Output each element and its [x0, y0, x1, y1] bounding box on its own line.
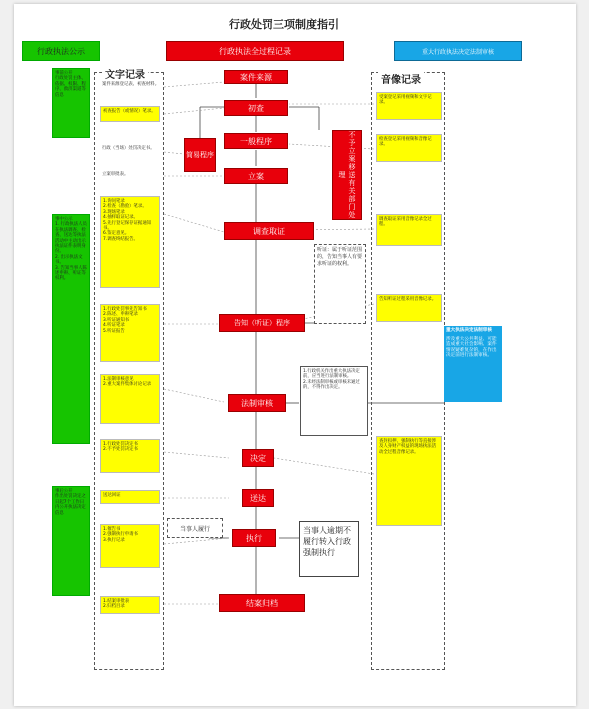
step-transfer: 不予立案移送有关部门处理 — [332, 130, 362, 220]
text-note-verify: 初查报告（或情况）笔录。 — [100, 106, 160, 122]
step-execution: 执行 — [232, 529, 276, 547]
text-note-notify: 1.行政处罚事先告知书 2.陈述、申辩笔录 3.听证通知书 4.听证笔录 5.听证报告 — [100, 304, 160, 362]
text-note-simple: 行政（当场）处罚决定书。 — [102, 146, 155, 151]
page-title: 行政处罚三项制度指引 — [229, 18, 339, 31]
audio-note-inspect: 检查登记采用视频和音像记录。 — [376, 134, 442, 162]
note-after-publicity: 事后公开 作出处罚决定之日起7个工作日内公开执法决定信息 — [52, 486, 90, 596]
audio-record-heading: 音像记录 — [378, 71, 424, 86]
forced-execution-box: 当事人逾期不履行转入行政强制执行 — [299, 521, 359, 577]
note-before-publicity: 事前公开 行政处罚主体、依据、权限、程序、救济渠道等信息 — [52, 68, 90, 138]
step-investigation: 调查取证 — [224, 222, 314, 240]
audio-note-enforce: 查封扣押、强制执行等直接涉及人身财产权益的现场执法活动全过程音像记录。 — [376, 436, 442, 526]
step-legal-review: 法制审核 — [228, 394, 286, 412]
audio-note-notify: 告知听证过程采用音像记录。 — [376, 294, 442, 322]
step-general-procedure: 一般程序 — [224, 133, 288, 149]
hearing-note: 听证：属于听证范围的，告知当事人有要求听证的权利。 — [314, 244, 366, 324]
step-simple-procedure: 简易程序 — [184, 138, 216, 172]
note-during-publicity: 事中公示 1. 行政执法人员在执法调查、检查、送达等执法活动中主动出示执法证件表明身份。 2. 出示执法文书。 3. 告知当事人陈述申辩、听证等权利。 — [52, 214, 90, 444]
banner-legal-review: 重大行政执法决定法制审核 — [394, 41, 522, 61]
banner-full-record: 行政执法全过程记录 — [166, 41, 344, 61]
text-note-review: 1.法制审核意见 2.重大案件集体讨论记录 — [100, 374, 160, 424]
text-note-execute: 1.催告书 2.强制执行申请书 3.执行记录 — [100, 524, 160, 568]
step-decision: 决定 — [242, 449, 274, 467]
review-note: 1.行政机关作出重大执法决定前，应当进行法制审核。 2.未经法制审核或审核未通过的，不得作出决定。 — [300, 366, 368, 436]
text-note-close: 1.结案审批表 2.归档目录 — [100, 596, 160, 614]
text-record-column — [94, 72, 164, 670]
step-case-closing: 结案归档 — [219, 594, 305, 612]
step-preliminary-check: 初查 — [224, 100, 288, 116]
legal-review-note-title: 重大执法决定法制审核 — [446, 328, 492, 333]
text-note-investigate: 1.询问笔录 2.检查（勘验）笔录。 3.现场笔录 4.抽样取证记录。 5.先行登记保存证据通知书。 6.鉴定意见。 7.调查终结报告。 — [100, 196, 160, 288]
text-note-filing: 立案审批表。 — [102, 172, 129, 177]
step-delivery: 送达 — [242, 489, 274, 507]
banner-publicity: 行政执法公示 — [22, 41, 100, 61]
step-notification: 告知（听证）程序 — [219, 314, 305, 332]
text-note-source: 案件来源登记表、初查材料。 — [102, 82, 160, 87]
audio-note-investigate: 调查取证采用音像记录全过程。 — [376, 214, 442, 246]
legal-review-note — [444, 326, 502, 402]
step-filing: 立案 — [224, 168, 288, 184]
page — [14, 4, 576, 706]
text-note-deliver: 送达回证 — [100, 490, 160, 504]
text-record-heading: 文字记录 — [102, 66, 148, 81]
audio-note-source: 受案登记采用视频和文字记录。 — [376, 92, 442, 120]
text-note-decide: 1.行政处罚决定书 2.不予处罚决定书 — [100, 439, 160, 473]
legal-review-note-body: 涉及重大公共利益、可能造成重大社会影响、案件情况疑难复杂的，在作出决定前进行法制审核。 — [446, 336, 497, 359]
step-case-source: 案件来源 — [224, 70, 288, 84]
party-compliance-box: 当事人履行 — [167, 518, 223, 538]
